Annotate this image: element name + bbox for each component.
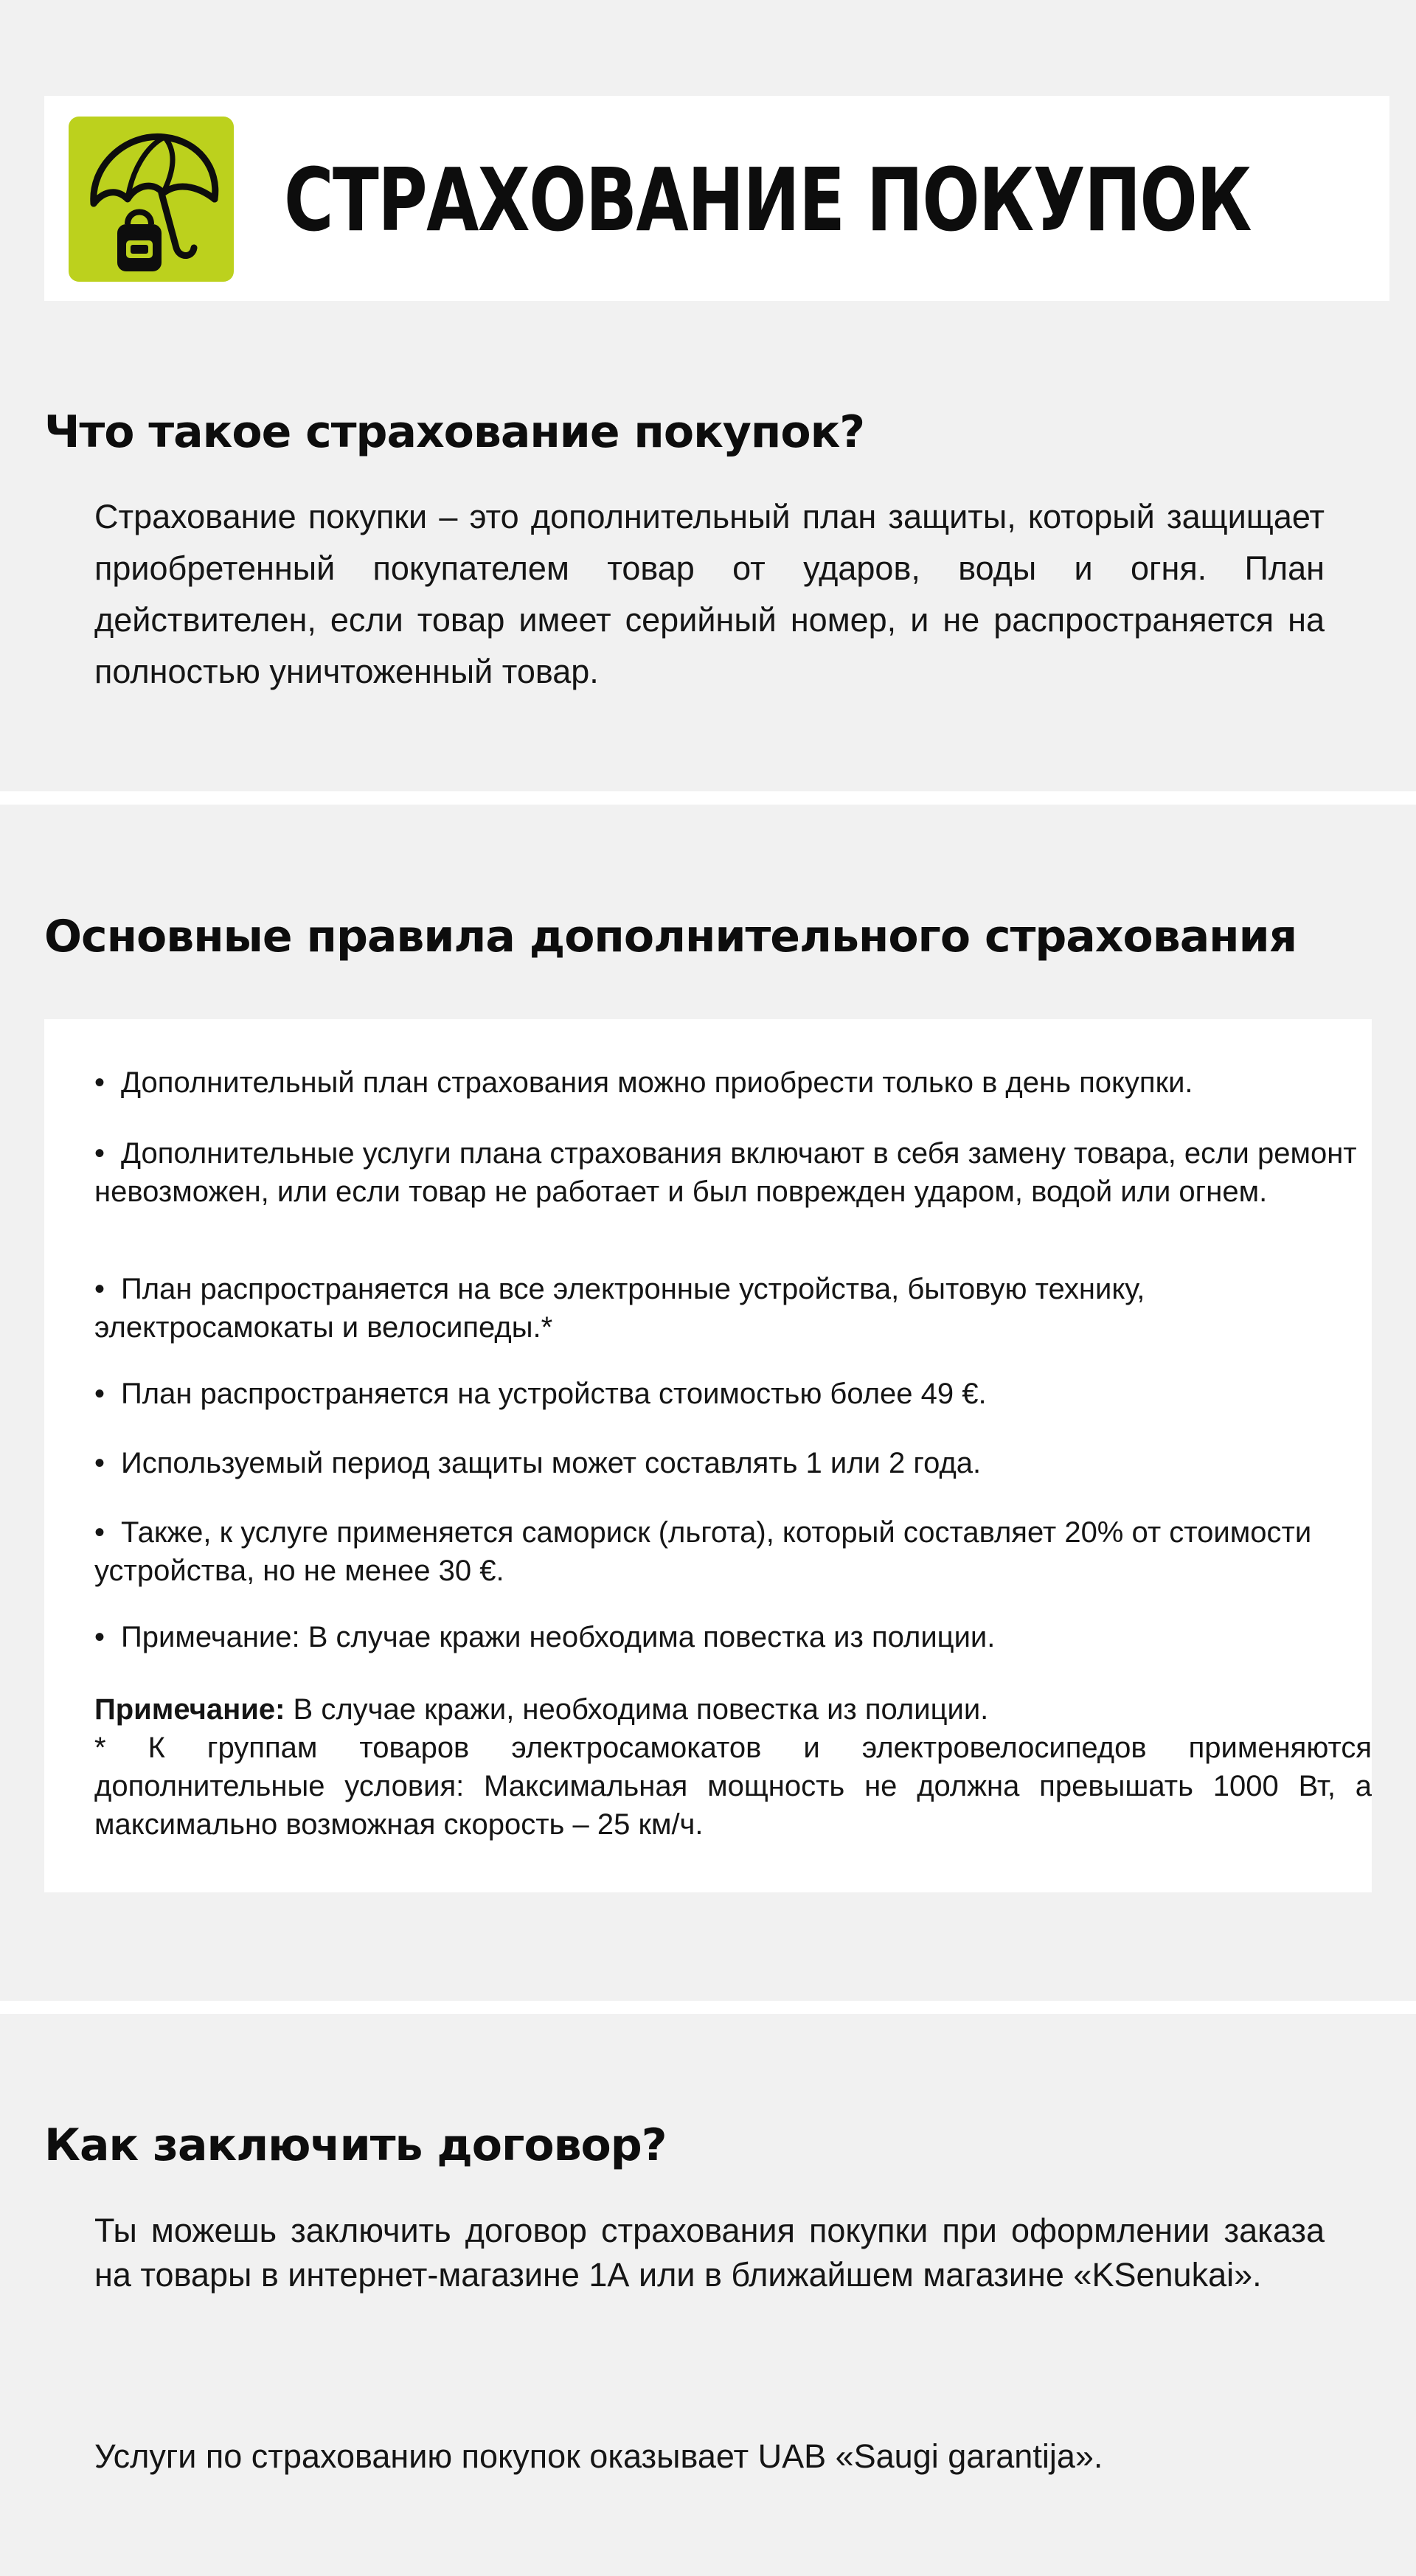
- rules-card: [44, 1019, 1372, 1892]
- rules-notes: [94, 1690, 1372, 1844]
- umbrella-backpack-icon: [69, 117, 234, 282]
- bullet-icon: •: [94, 1621, 105, 1653]
- what-is-text: Страхование покупки – это дополнительный план защиты, который защищает приобретенный покупателем товар от ударов, воды и огня. План действителен, если товар имеет серийный номер, и не распространяется на полностью уничтоженный товар.: [94, 498, 1325, 690]
- bullet-icon: •: [94, 1137, 105, 1170]
- intro-section: [0, 0, 1416, 791]
- header-banner: [44, 96, 1389, 301]
- rule-item: • План распространяется на все электронные устройства, бытовую технику, электросамокаты и велосипеды.*: [94, 1270, 1372, 1347]
- contract-heading: Как заключить договор?: [44, 2120, 667, 2171]
- page-title: СТРАХОВАНИЕ ПОКУПОК: [284, 149, 1251, 251]
- rule-item: • Дополнительные услуги плана страхования включают в себя замену товара, если ремонт невозможен, или если товар не работает и был поврежден ударом, водой или огнем.: [94, 1134, 1372, 1211]
- note-label: Примечание:: [94, 1693, 285, 1726]
- rule-item: • План распространяется на устройства стоимостью более 49 €.: [94, 1375, 1372, 1413]
- contract-section: [0, 2014, 1416, 2576]
- contract-text: Ты можешь заключить договор страхования покупки при оформлении заказа на товары в интернет-магазине 1А или в ближайшем магазине «KSenukai».: [94, 2212, 1325, 2294]
- bullet-icon: •: [94, 1066, 105, 1099]
- rule-item: • Используемый период защиты может составлять 1 или 2 года.: [94, 1444, 1372, 1482]
- bullet-icon: •: [94, 1273, 105, 1305]
- note-line: [94, 1690, 1372, 1729]
- what-is-heading: Что такое страхование покупок?: [44, 406, 865, 458]
- rules-heading: Основные правила дополнительного страхования: [44, 911, 1297, 962]
- rule-item: • Примечание: В случае кражи необходима повестка из полиции.: [94, 1618, 1372, 1656]
- rule-item: • Дополнительный план страхования можно приобрести только в день покупки.: [94, 1063, 1372, 1102]
- bullet-icon: •: [94, 1516, 105, 1549]
- note-text: В случае кражи, необходима повестка из полиции.: [293, 1693, 989, 1726]
- footnote: * К группам товаров электросамокатов и электровелосипедов применяются дополнительные условия: Максимальная мощность не должна превышать 1000 Вт, а максимально возможная скорость – 25 км/ч.: [94, 1732, 1372, 1841]
- rule-item: • Также, к услуге применяется самориск (льгота), который составляет 20% от стоимости устройства, но не менее 30 €.: [94, 1513, 1372, 1590]
- provider-text: Услуги по страхованию покупок оказывает UAB «Saugi garantija».: [94, 2437, 1103, 2475]
- bullet-icon: •: [94, 1378, 105, 1410]
- bullet-icon: •: [94, 1447, 105, 1479]
